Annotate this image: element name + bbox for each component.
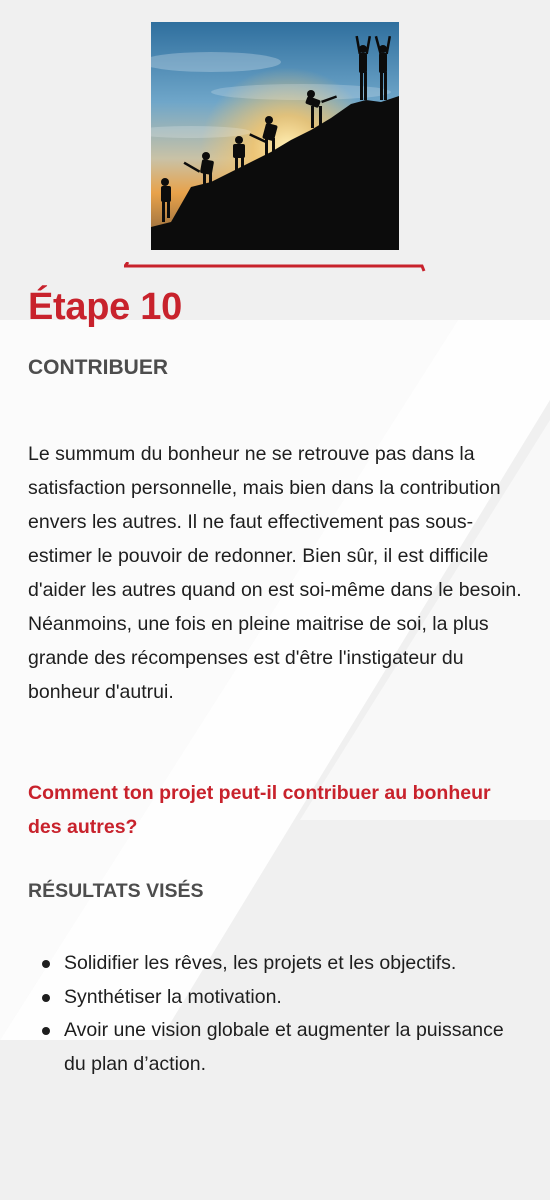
accent-divider (124, 262, 426, 274)
bullet-icon (42, 1027, 50, 1035)
step-subtitle: CONTRIBUER (28, 356, 168, 379)
list-item-text: Synthétiser la motivation. (64, 985, 282, 1008)
bullet-icon (42, 994, 50, 1002)
step-title: Étape 10 (28, 286, 182, 328)
header-image (151, 22, 399, 250)
results-list (28, 947, 528, 1081)
list-item (28, 947, 528, 981)
silhouettes-climbing-mountain-at-sunset-image (151, 22, 399, 250)
results-heading: RÉSULTATS VISÉS (28, 880, 204, 902)
list-item (28, 981, 528, 1015)
list-item (28, 1014, 528, 1081)
guiding-question: Comment ton projet peut-il contribuer au bonheur des autres? (28, 782, 491, 838)
bullet-icon (42, 960, 50, 968)
list-item-text: Avoir une vision globale et augmenter la puissance du plan d’action. (64, 1019, 504, 1075)
list-item-text: Solidifier les rêves, les projets et les objectifs. (64, 952, 457, 974)
body-paragraph: Le summum du bonheur ne se retrouve pas dans la satisfaction personnelle, mais bien dans la contribution envers les autres. Il ne faut effectivement pas sous-estimer le pouvoir de redonner. Bien sûr, il est difficile d'aider les autres quand on est soi-même dans le besoin. Néanmoins, une fois en pleine maitrise de soi, la plus grande des récompenses est d'être l'instigateur du bonheur d'autrui. (28, 443, 522, 703)
